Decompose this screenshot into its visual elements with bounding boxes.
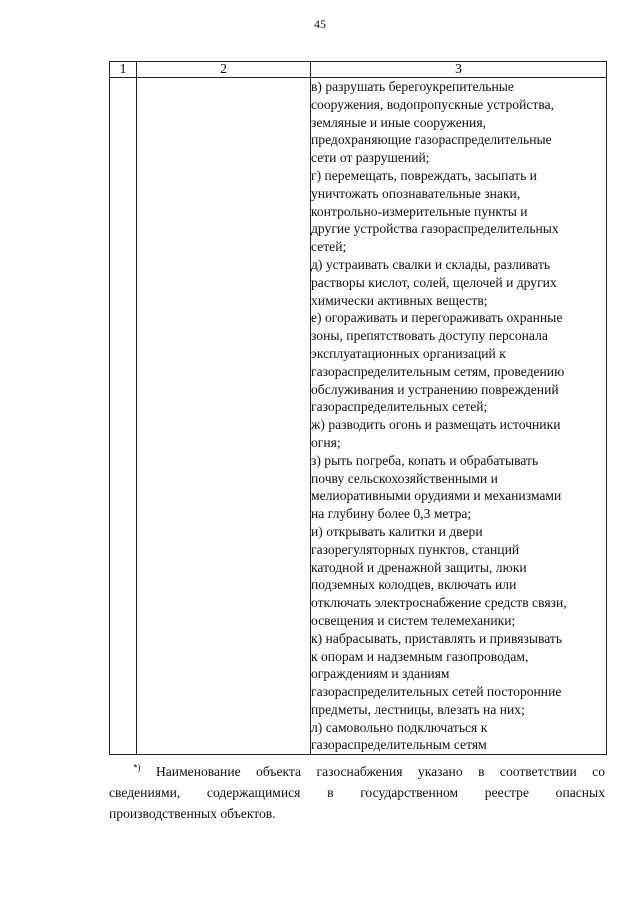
table-cell-col2 — [137, 78, 311, 755]
footnote-line: сведениями, содержащимися в государственном реестре опасных — [109, 785, 605, 800]
text-line: газораспределительных сетей посторонние — [311, 684, 562, 700]
text-line: химически активных веществ; — [311, 292, 488, 308]
requirements-table — [109, 61, 607, 755]
text-line: к опорам и надземным газопроводам, — [311, 648, 529, 664]
text-line: газораспределительных сетей; — [311, 399, 488, 415]
text-line: газорегуляторных пунктов, станций — [311, 541, 520, 557]
text-line: огня; — [311, 434, 341, 450]
text-line: газораспределительным сетям — [311, 737, 487, 753]
text-line: освещения и систем телемеханики; — [311, 612, 516, 628]
text-line: другие устройства газораспределительных — [311, 221, 559, 237]
table-header-row — [110, 62, 607, 78]
table-cell-col3 — [311, 78, 607, 755]
text-line: зоны, препятствовать доступу персонала — [311, 328, 548, 344]
text-line: г) перемещать, повреждать, засыпать и — [311, 167, 537, 183]
text-line: в) разрушать берегоукрепительные — [311, 79, 514, 94]
table-cell-col1 — [110, 78, 137, 755]
text-line: отключать электроснабжение средств связи, — [311, 595, 567, 611]
footnote-text: Наименование объекта газоснабжения указано в соответствии со — [155, 764, 605, 779]
footnote — [109, 761, 605, 824]
footnote-line: производственных объектов. — [109, 806, 276, 821]
column-header-3: 3 — [311, 62, 607, 78]
text-line: и) открывать калитки и двери — [311, 523, 483, 539]
column-header-1: 1 — [110, 62, 137, 78]
text-line: сетей; — [311, 239, 347, 255]
text-line: контрольно-измерительные пункты и — [311, 203, 528, 219]
text-line: эксплуатационных организаций к — [311, 345, 506, 361]
table-row — [110, 78, 607, 755]
text-line: растворы кислот, солей, щелочей и других — [311, 274, 557, 290]
text-line: е) огораживать и перегораживать охранные — [311, 310, 563, 326]
text-line: мелиоративными орудиями и механизмами — [311, 488, 562, 504]
text-line: сооружения, водопропускные устройства, — [311, 96, 555, 112]
footnote-line — [109, 761, 605, 782]
text-line: з) рыть погреба, копать и обрабатывать — [311, 452, 539, 468]
text-line: на глубину более 0,3 метра; — [311, 506, 472, 522]
text-line: к) набрасывать, приставлять и привязывать — [311, 630, 563, 646]
text-line: земляные и иные сооружения, — [311, 114, 486, 130]
text-line: ограждениям и зданиям — [311, 666, 450, 682]
column-header-2: 2 — [137, 62, 311, 78]
text-line: л) самовольно подключаться к — [311, 719, 488, 735]
text-line: обслуживания и устранению повреждений — [311, 381, 559, 397]
text-line: катодной и дренажной защиты, люки — [311, 559, 527, 575]
text-line: предметы, лестницы, влезать на них; — [311, 701, 525, 717]
footnote-marker: *) — [133, 762, 141, 773]
text-line: подземных колодцев, включать или — [311, 577, 517, 593]
text-line: д) устраивать свалки и склады, разливать — [311, 256, 551, 272]
page-number: 45 — [314, 17, 326, 31]
text-line: газораспределительным сетям, проведению — [311, 363, 565, 379]
text-line: почву сельскохозяйственными и — [311, 470, 498, 486]
text-line: предохраняющие газораспределительные — [311, 132, 552, 148]
text-line: ж) разводить огонь и размещать источники — [311, 417, 561, 433]
text-line: уничтожать опознавательные знаки, — [311, 185, 521, 201]
text-line: сети от разрушений; — [311, 150, 430, 166]
